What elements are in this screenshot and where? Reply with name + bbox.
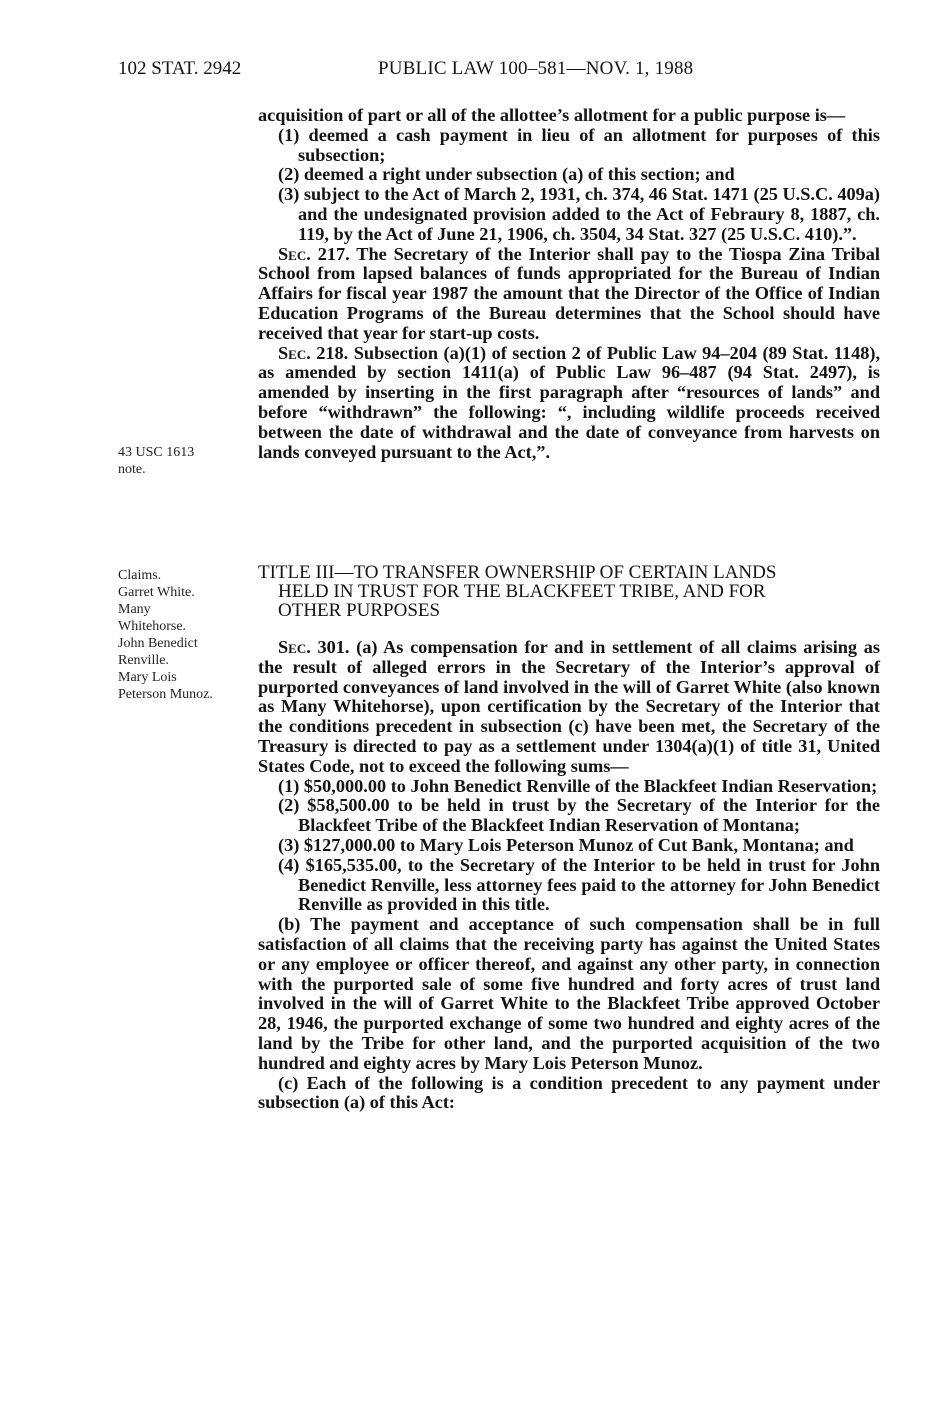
section-label: Sec. 217. <box>278 243 350 264</box>
margin-note-line: Many <box>118 602 151 617</box>
running-head: PUBLIC LAW 100–581—NOV. 1, 1988 <box>378 58 694 79</box>
title-heading <box>258 563 880 620</box>
margin-note-line: 43 USC 1613 <box>118 445 195 460</box>
payment-item: (1) $50,000.00 to John Benedict Renville of the Blackfeet Indian Reservation; <box>278 775 878 796</box>
payment-item: (3) $127,000.00 to Mary Lois Peterson Munoz of Cut Bank, Montana; and <box>278 834 854 855</box>
text-block-top <box>258 106 880 462</box>
margin-note-line: Garret White. <box>118 585 195 600</box>
margin-note-line: John Benedict <box>118 636 198 651</box>
section-text: Subsection (a)(1) of section 2 of Public Law 94–204 (89 Stat. 1148), as amended by section 1411(a) of Public Law 96–487 (94 Stat. 2497), is amended by inserting in the first paragraph after “resources of lands” and before “withdrawn” the following: “, including wildlife proceeds received between the date of withdrawal and the date of conveyance from harvests on lands conveyed pursuant to the Act,”. <box>258 342 881 462</box>
section-218 <box>258 344 880 463</box>
margin-note-claims <box>118 567 213 703</box>
margin-note-usc <box>118 444 194 478</box>
margin-note-line: Mary Lois <box>118 670 177 685</box>
section-301 <box>258 638 880 777</box>
margin-note-line: Whitehorse. <box>118 619 187 634</box>
margin-note-line: Peterson Munoz. <box>118 687 213 702</box>
title-line: OTHER PURPOSES <box>278 600 441 621</box>
section-label: Sec. 218. <box>278 342 349 363</box>
text-block-bottom <box>258 638 880 1113</box>
list-item: (1) deemed a cash payment in lieu of an allotment for purposes of this subsection; <box>278 124 880 165</box>
margin-note-line: Renville. <box>118 653 169 668</box>
section-label: Sec. 301. <box>278 637 350 657</box>
section-text: (a) As compensation for and in settlement of all claims arising as the result of alleged errors in the Secretary of the Interior’s approval of purported conveyances of land involved in the will of Garret White (also known as Many Whitehorse), upon certification by the Secretary of the Interior that the conditions precedent in subsection (c) have been met, the Secretary of the Treasury is directed to pay as a settlement under 1304(a)(1) of title 31, United States Code, not to exceed the following sums— <box>258 637 880 776</box>
list-item: (2) deemed a right under subsection (a) of this section; and <box>278 164 735 185</box>
margin-note-line: Claims. <box>118 568 162 583</box>
section-text: The Secretary of the Interior shall pay to the Tiospa Zina Tribal School from lapsed balances of funds appropriated for the Bureau of Indian Affairs for fiscal year 1987 the amount that the Director of the Office of Indian Education Programs of the Bureau determines that the School should have received that year for start-up costs. <box>258 243 880 343</box>
stat-page-number: 102 STAT. 2942 <box>118 58 242 79</box>
payment-item: (4) $165,535.00, to the Secretary of the Interior to be held in trust for John Benedict Renville, less attorney fees paid to the attorney for John Benedict Renville as provided in this title. <box>278 854 880 915</box>
section-217 <box>258 245 880 344</box>
subsection-c: (c) Each of the following is a condition precedent to any payment under subsection (a) of this Act: <box>258 1072 880 1113</box>
title-line: TITLE III—TO TRANSFER OWNERSHIP OF CERTAIN LANDS <box>258 562 777 583</box>
continued-paragraph: acquisition of part or all of the allottee’s allotment for a public purpose is— <box>258 105 846 125</box>
payment-item: (2) $58,500.00 to be held in trust by the Secretary of the Interior for the Blackfeet Tribe of the Blackfeet Indian Reservation of Montana; <box>278 795 880 836</box>
margin-note-line: note. <box>118 462 146 477</box>
page-header <box>118 58 878 88</box>
list-item: (3) subject to the Act of March 2, 1931, ch. 374, 46 Stat. 1471 (25 U.S.C. 409a) and the undesignated provision added to the Act of Febraury 8, 1887, ch. 119, by the Act of June 21, 1906, ch. 3504, 34 Stat. 327 (25 U.S.C. 410).”. <box>278 184 880 244</box>
title-line: HELD IN TRUST FOR THE BLACKFEET TRIBE, AND FOR <box>278 581 766 602</box>
subsection-b: (b) The payment and acceptance of such compensation shall be in full satisfaction of all claims that the receiving party has against the United States or any employee or officer thereof, and against any other party, in connection with the purported sale of some five hundred and forty acres of trust land involved in the will of Garret White to the Blackfeet Tribe approved October 28, 1946, the purported exchange of some two hundred and eighty acres of the land by the Tribe for other land, and the purported acquisition of the two hundred and eighty acres by Mary Lois Peterson Munoz. <box>258 914 880 1073</box>
